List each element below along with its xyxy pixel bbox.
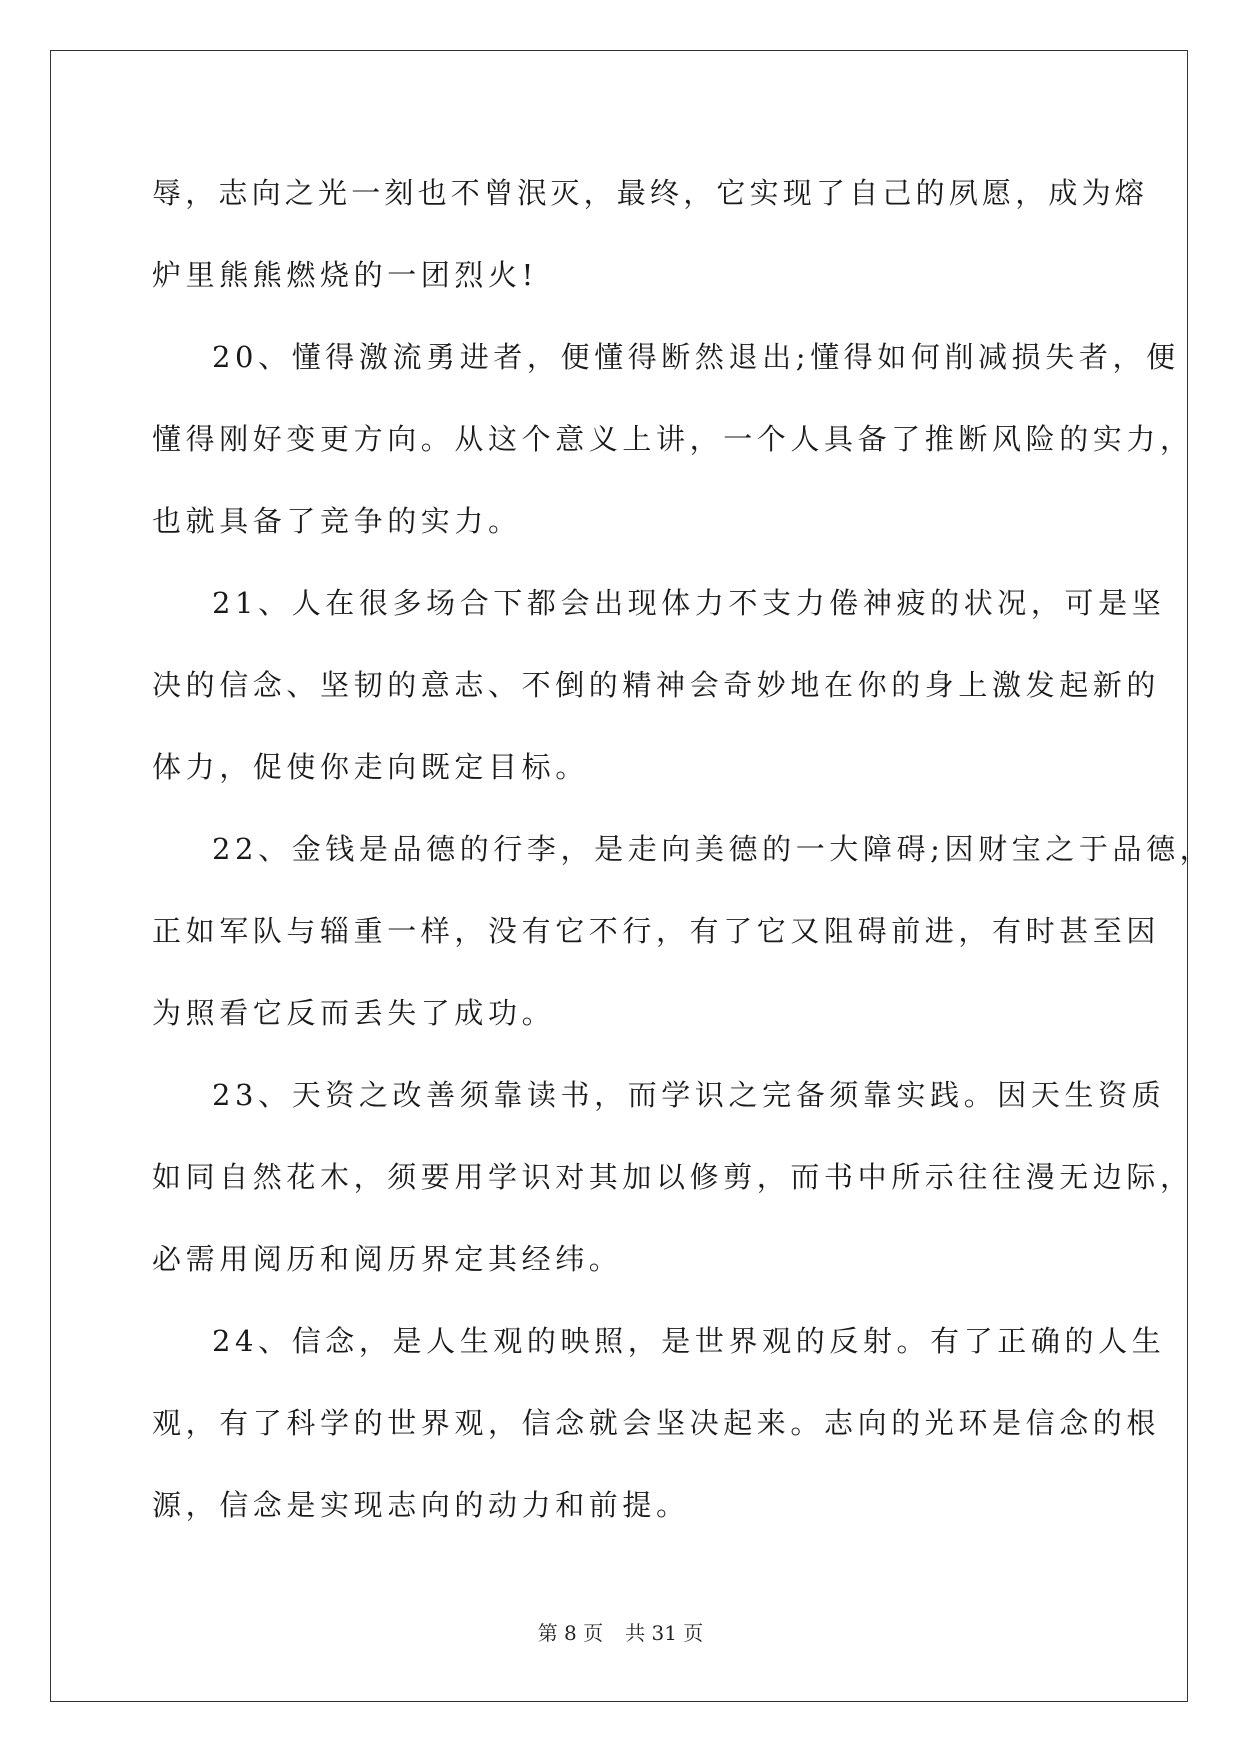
text-line: 炉里熊熊燃烧的一团烈火! — [152, 258, 538, 292]
text-line: 体力，促使你走向既定目标。 — [152, 750, 589, 784]
paragraph-24-line: 24、信念，是人生观的映照，是世界观的反射。有了正确的人生 — [212, 1324, 1166, 1358]
text-line: 辱，志向之光一刻也不曾泯灭，最终，它实现了自己的夙愿，成为熔 — [152, 176, 1149, 210]
text-line: 决的信念、坚韧的意志、不倒的精神会奇妙地在你的身上激发起新的 — [152, 668, 1161, 702]
text-line: 正如军队与辎重一样，没有它不行，有了它又阻碍前进，有时甚至因 — [152, 914, 1161, 948]
text-line: 如同自然花木，须要用学识对其加以修剪，而书中所示往往漫无边际， — [152, 1160, 1194, 1194]
paragraph-21-line: 21、人在很多场合下都会出现体力不支力倦神疲的状况，可是坚 — [212, 586, 1166, 620]
paragraph-23-line: 23、天资之改善须靠读书，而学识之完备须靠实践。因天生资质 — [212, 1078, 1166, 1112]
text-line: 为照看它反而丢失了成功。 — [152, 996, 556, 1030]
page-footer — [0, 1620, 1241, 1646]
text-line: 必需用阅历和阅历界定其经纬。 — [152, 1242, 623, 1276]
page-number: 第 8 页 — [537, 1621, 604, 1645]
page-total: 共 31 页 — [625, 1621, 704, 1645]
text-line: 源，信念是实现志向的动力和前提。 — [152, 1488, 690, 1522]
document-body — [152, 152, 1214, 1546]
text-line: 懂得刚好变更方向。从这个意义上讲，一个人具备了推断风险的实力， — [152, 422, 1194, 456]
paragraph-20-line: 20、懂得激流勇进者，便懂得断然退出;懂得如何削减损失者，便 — [212, 340, 1180, 374]
text-line: 观，有了科学的世界观，信念就会坚决起来。志向的光环是信念的根 — [152, 1406, 1161, 1440]
paragraph-22-line: 22、金钱是品德的行李，是走向美德的一大障碍;因财宝之于品德， — [212, 832, 1214, 866]
text-line: 也就具备了竞争的实力。 — [152, 504, 522, 538]
